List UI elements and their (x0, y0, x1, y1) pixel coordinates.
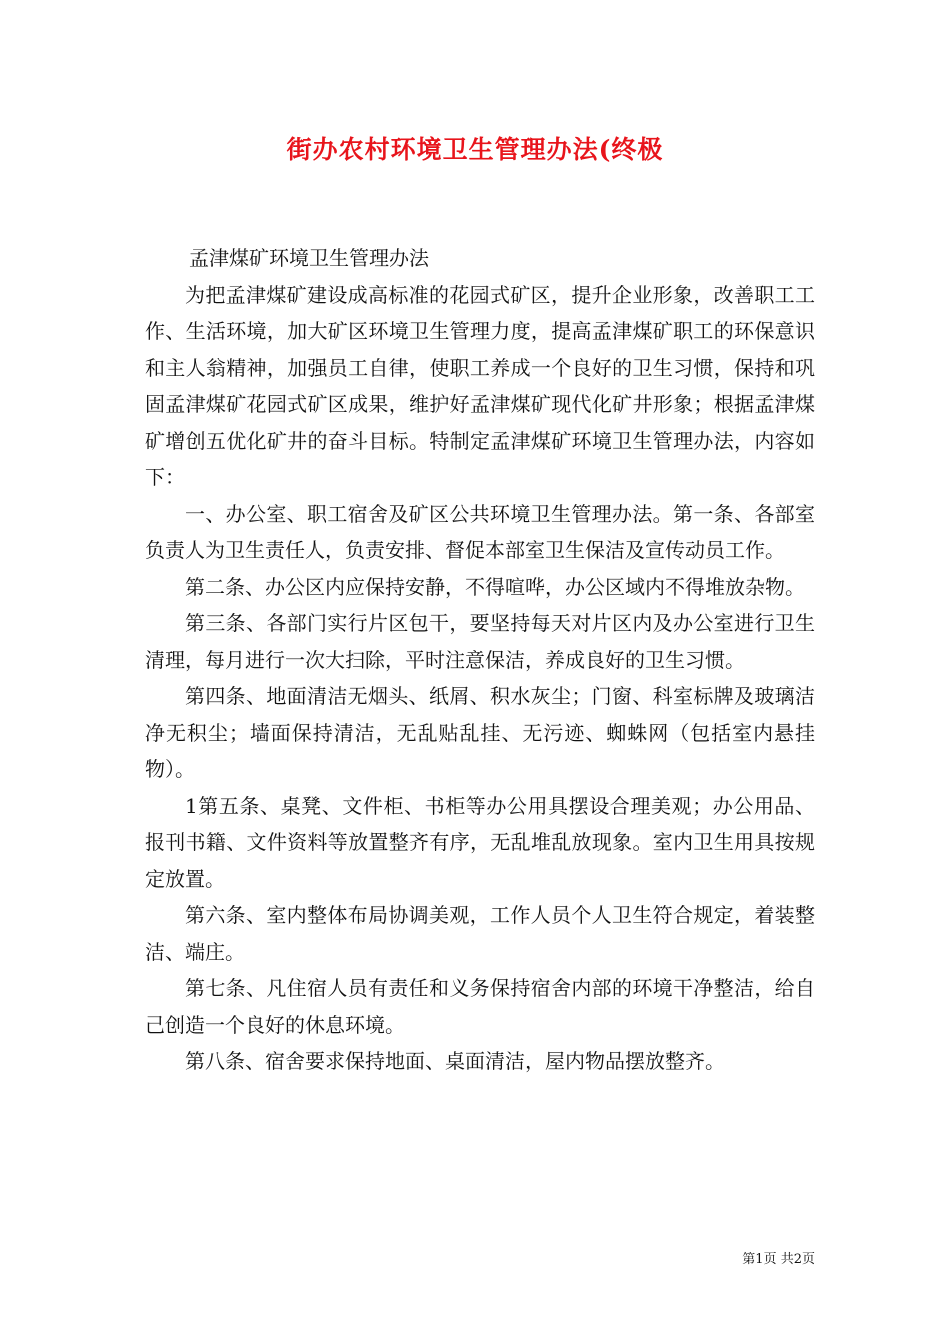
paragraph-intro: 为把孟津煤矿建设成高标准的花园式矿区，提升企业形象，改善职工工作、生活环境，加大矿区环境卫生管理力度，提高孟津煤矿职工的环保意识和主人翁精神，加强员工自律，使职工养成一个良好的卫生习惯，保持和巩固孟津煤矿花园式矿区成果，维护好孟津煤矿现代化矿井形象；根据孟津煤矿增创五优化矿井的奋斗目标。特制定孟津煤矿环境卫生管理办法，内容如下： (145, 282, 815, 489)
document-title: 街办农村环境卫生管理办法(终极 (286, 135, 664, 164)
paragraph-article-1: 一、办公室、职工宿舍及矿区公共环境卫生管理办法。第一条、各部室负责人为卫生责任人，负责安排、督促本部室卫生保洁及宣传动员工作。 (145, 501, 815, 562)
page-number-footer (600, 1248, 815, 1267)
paragraph-article-4: 第四条、地面清洁无烟头、纸屑、积水灰尘；门窗、科室标牌及玻璃洁净无积尘；墙面保持清洁，无乱贴乱挂、无污迹、蜘蛛网（包括室内悬挂物）。 (145, 684, 815, 781)
paragraph-article-2: 第二条、办公区内应保持安静，不得喧哗，办公区域内不得堆放杂物。 (185, 574, 805, 599)
paragraph-article-8: 第八条、宿舍要求保持地面、桌面清洁，屋内物品摆放整齐。 (185, 1049, 725, 1073)
document-body (145, 240, 815, 1080)
paragraph-article-3: 第三条、各部门实行片区包干，要坚持每天对片区内及办公室进行卫生清理，每月进行一次大扫除，平时注意保洁，养成良好的卫生习惯。 (145, 611, 815, 672)
footer-middle: 页 共 (763, 1252, 794, 1267)
footer-current-page: 1 (755, 1252, 764, 1267)
paragraph-article-6: 第六条、室内整体布局协调美观，工作人员个人卫生符合规定，着装整洁、端庄。 (145, 903, 815, 964)
section-subtitle: 孟津煤矿环境卫生管理办法 (189, 246, 429, 270)
paragraph-article-5: 1第五条、桌凳、文件柜、书柜等办公用具摆设合理美观；办公用品、报刊书籍、文件资料等放置整齐有序，无乱堆乱放现象。室内卫生用具按规定放置。 (145, 793, 815, 891)
footer-total-pages: 2 (793, 1252, 802, 1267)
paragraph-article-7: 第七条、凡住宿人员有责任和义务保持宿舍内部的环境干净整洁，给自己创造一个良好的休息环境。 (145, 976, 815, 1037)
footer-prefix: 第 (742, 1252, 756, 1267)
footer-suffix: 页 (801, 1252, 815, 1267)
